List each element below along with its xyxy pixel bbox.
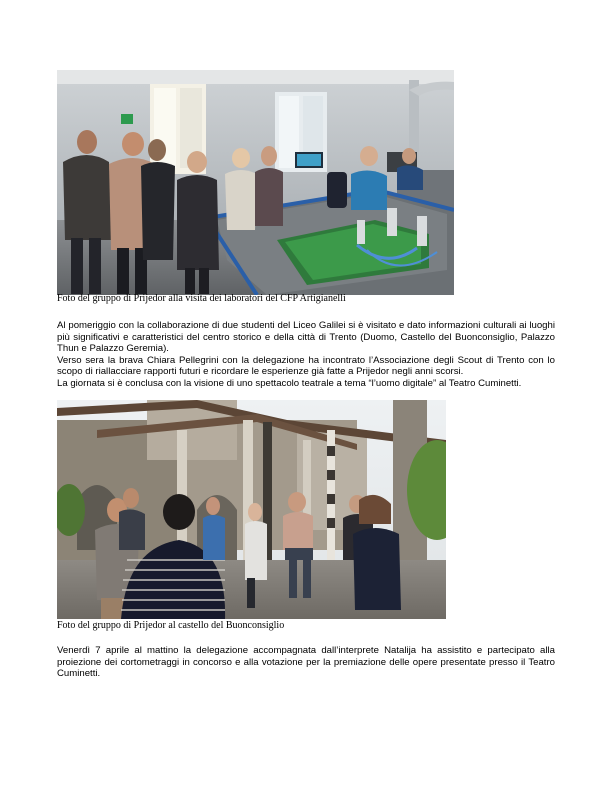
paragraph-friday-projection: Venerdì 7 aprile al mattino la delegazione accompagnata dall’interprete Natalija ha assistito e partecipato alla proiezione dei cortometraggi in concorso e alla votazione per la premiazione delle opere presentate presso il Teatro Cuminetti. [57, 645, 555, 680]
laboratory-group-photo [57, 70, 454, 295]
afternoon-visit-paragraphs [57, 320, 555, 390]
laboratory-photo-caption: Foto del gruppo di Prijedor alla visita dei laboratori del CFP Artigianelli [57, 293, 346, 304]
paragraph-afternoon-visit: Al pomeriggio con la collaborazione di due studenti del Liceo Galilei si è visitato e dato informazioni culturali ai luoghi più significativi e caratteristici del centro storico e della città di Trento (Duomo, Castello del Buonconsiglio, Palazzo Thun e Palazzo Geremia). [57, 320, 555, 355]
laboratory-photo-image [57, 70, 454, 295]
friday-paragraphs [57, 645, 555, 680]
castle-group-photo [57, 400, 446, 619]
paragraph-theatre-evening: La giornata si è conclusa con la visione di uno spettacolo teatrale a tema “l’uomo digitale” al Teatro Cuminetti. [57, 377, 522, 389]
castle-photo-caption: Foto del gruppo di Prijedor al castello del Buonconsiglio [57, 620, 285, 631]
paragraph-scout-meeting: Verso sera la brava Chiara Pellegrini con la delegazione ha incontrato l’Associazione degli Scout di Trento con lo scopo di riallacciare rapporti futuri e ricordare le esperienze già fatte a Prijedor negli anni scorsi. [57, 354, 555, 378]
castle-photo-image [57, 400, 446, 619]
